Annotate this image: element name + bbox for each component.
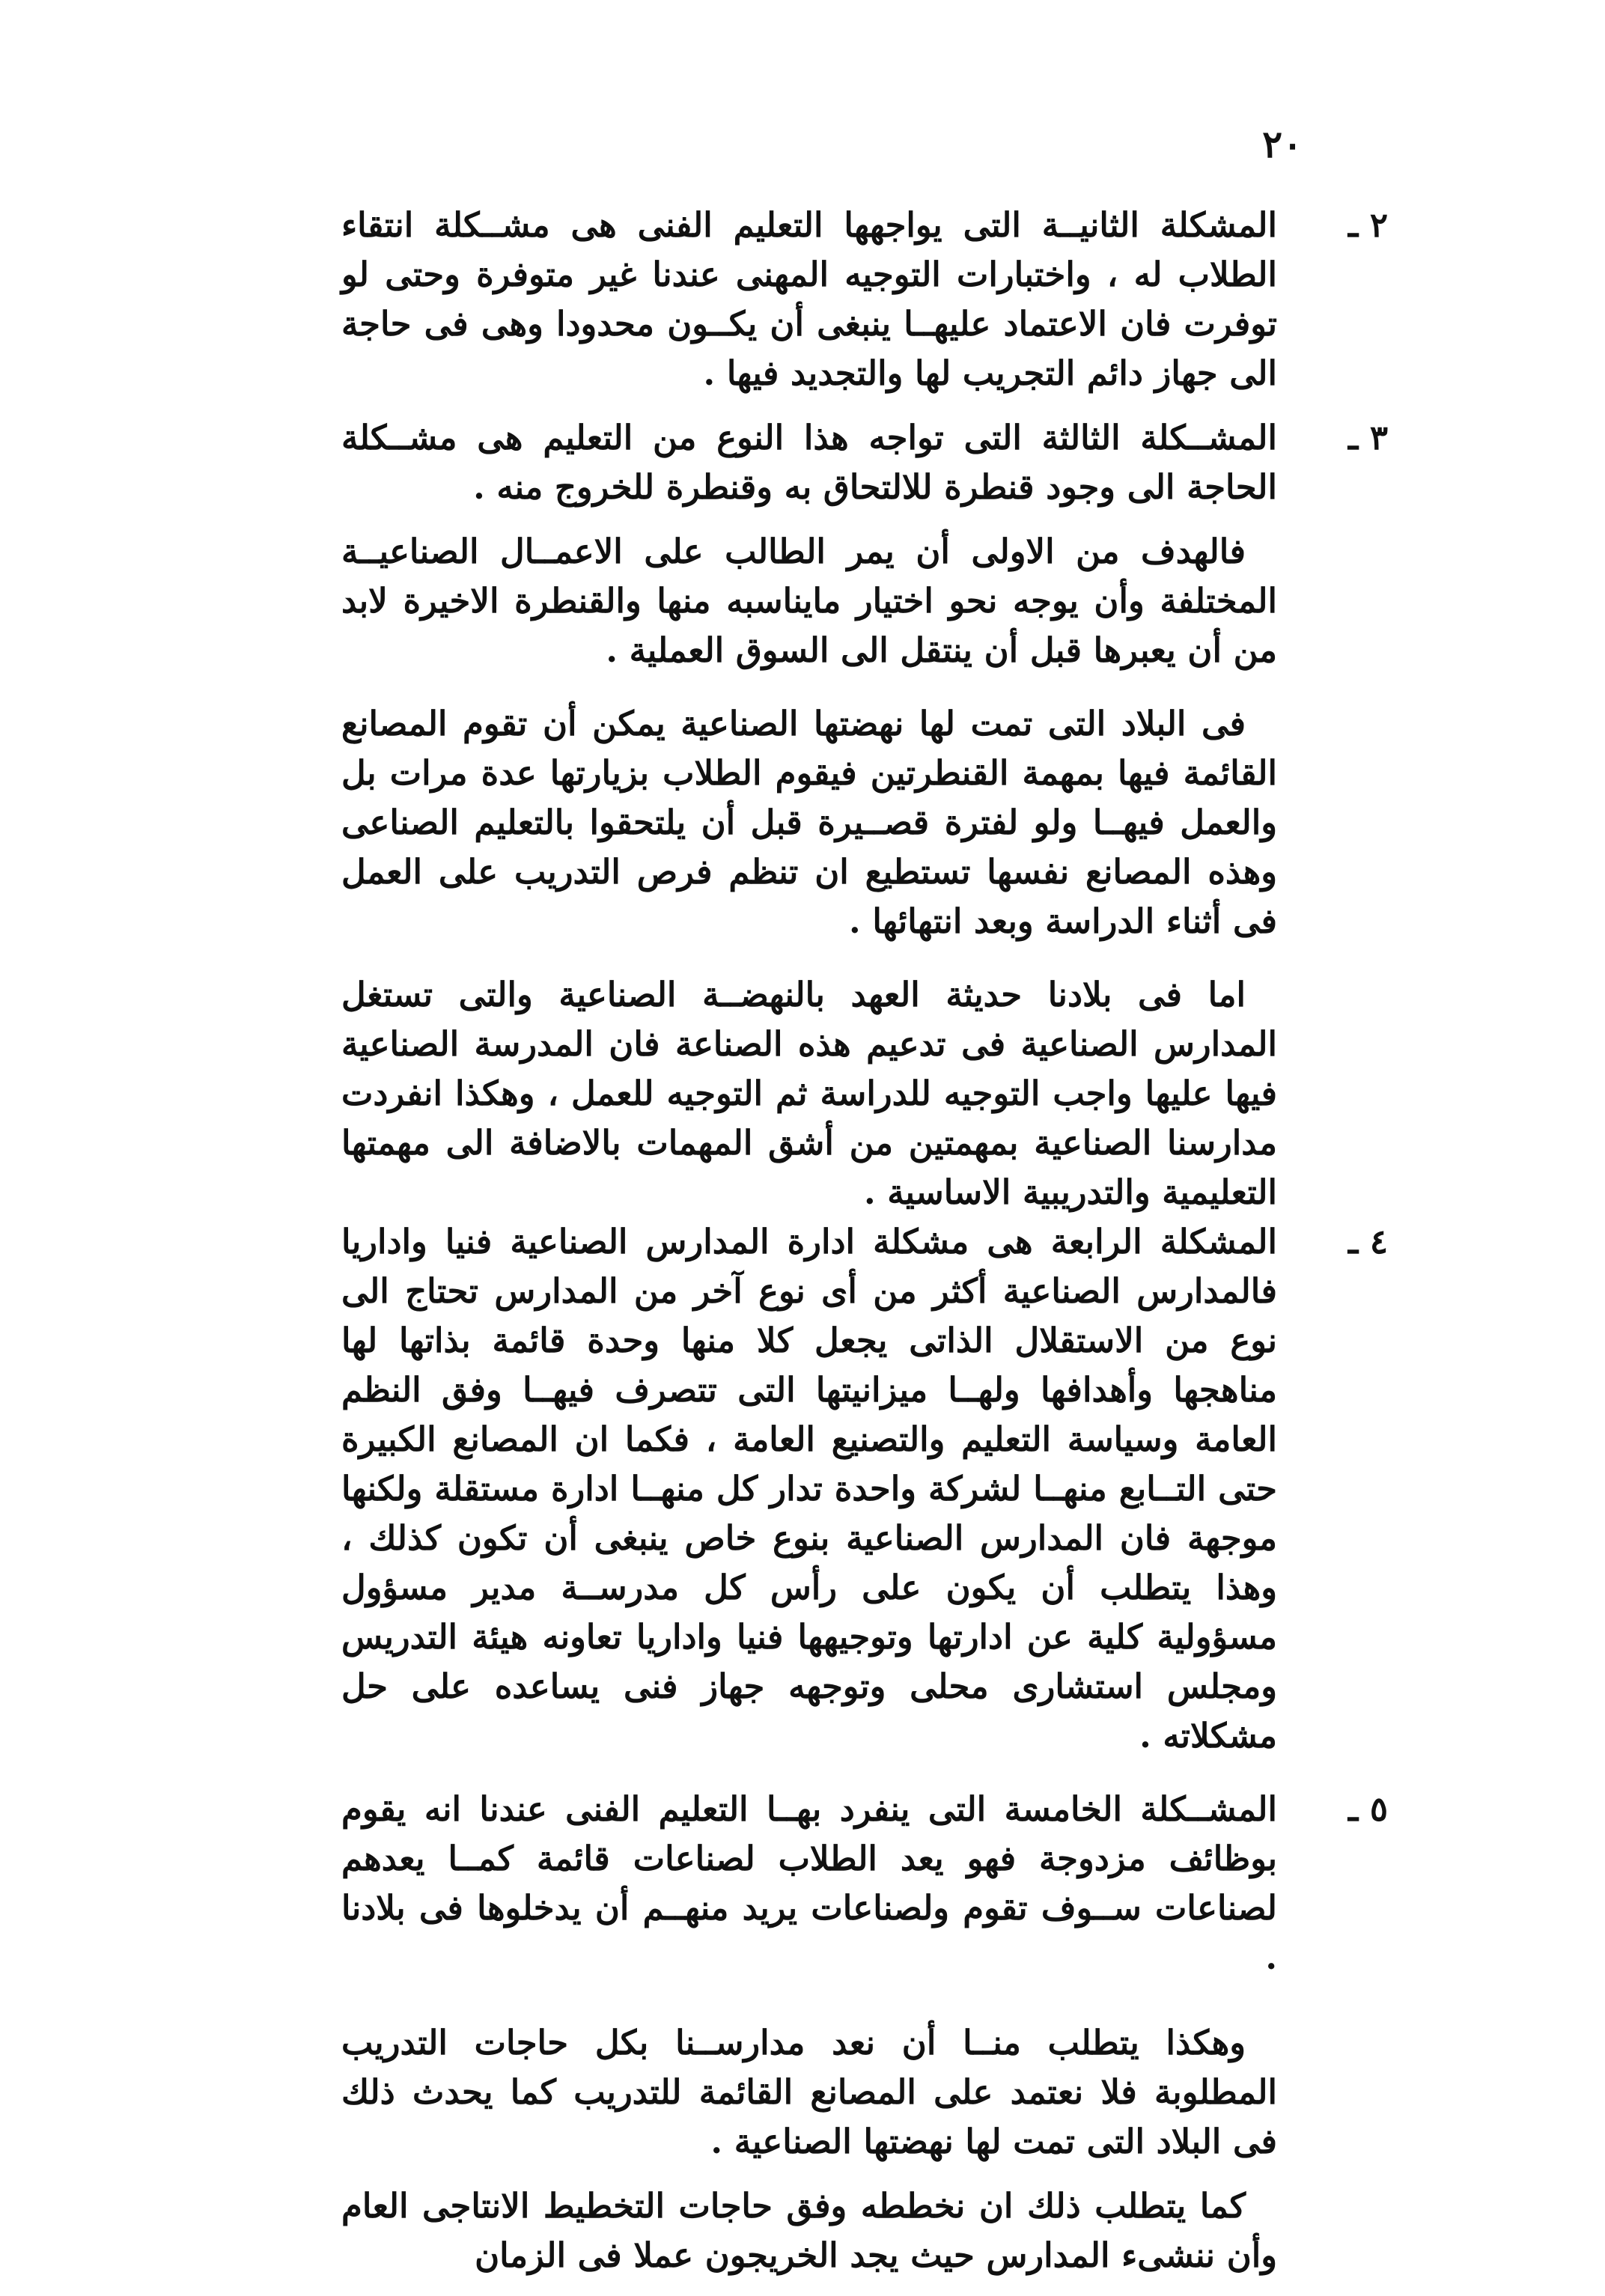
numbered-item-3	[341, 413, 1388, 512]
page-number: ٢٠	[1262, 122, 1303, 166]
paragraph: اما فى بلادنا حديثة العهد بالنهضــة الصناعية والتى تستغل المدارس الصناعية فى تدعيم هذه الصناعة فان المدرسة الصناعية فيها عليها واجب التوجيه للدراسة ثم التوجيه للعمل ، وهكذا انفردت مدارسنا الصناعية بمهمتين من أشق المهمات بالاضافة الى مهمتها التعليمية والتدريبية الاساسية .	[341, 975, 1277, 1212]
numbered-item-2	[341, 201, 1388, 398]
numbered-item-4	[341, 1217, 1388, 1761]
document-body	[341, 201, 1388, 2280]
item-number: ٤ ـ	[1347, 1222, 1388, 1261]
item-text: المشكلة الثانيــة التى يواجهها التعليم الفنى هى مشــكلة انتقاء الطلاب له ، واختبارات التوجيه المهنى عندنا غير متوفرة وحتى لو توفرت فان الاعتماد عليهــا ينبغى أن يكــون محدودا وهى فى حاجة الى جهاز دائم التجريب لها والتجديد فيها .	[341, 205, 1277, 393]
item-text: المشكلة الرابعة هى مشكلة ادارة المدارس الصناعية فنيا واداريا فالمدارس الصناعية أكثر من أى نوع آخر من المدارس تحتاج الى نوع من الاستقلال الذاتى يجعل كلا منها وحدة قائمة بذاتها لها مناهجها وأهدافها ولهــا ميزانيتها التى تتصرف فيهــا وفق النظم العامة وسياسة التعليم والتصنيع العامة ، فكما ان المصانع الكبيرة حتى التــابع منهــا لشركة واحدة تدار كل منهــا ادارة مستقلة ولكنها موجهة فان المدارس الصناعية بنوع خاص ينبغى أن تكون كذلك ، وهذا يتطلب أن يكون على رأس كل مدرســة مدير مسؤول مسؤولية كلية عن ادارتها وتوجيهها فنيا واداريا تعاونه هيئة التدريس ومجلس استشارى محلى وتوجهه جهاز فنى يساعده على حل مشكلاته .	[341, 1222, 1277, 1756]
item-text: المشــكلة الخامسة التى ينفرد بهــا التعليم الفنى عندنا انه يقوم بوظائف مزدوجة فهو يعد الطلاب لصناعات قائمة كمــا يعدهم لصناعات ســوف تقوم ولصناعات يريد منهــم أن يدخلوها فى بلادنا .	[341, 1789, 1277, 1977]
item-number: ٥ ـ	[1347, 1789, 1388, 1829]
item-text: المشــكلة الثالثة التى تواجه هذا النوع من التعليم هى مشــكلة الحاجة الى وجود قنطرة للالتحاق به وقنطرة للخروج منه .	[341, 418, 1277, 507]
paragraph: وهكذا يتطلب منــا أن نعد مدارســنا بكل حاجات التدريب المطلوبة فلا نعتمد على المصانع القائمة للتدريب كما يحدث ذلك فى البلاد التى تمت لها نهضتها الصناعية .	[341, 2023, 1277, 2161]
paragraph: فى البلاد التى تمت لها نهضتها الصناعية يمكن أن تقوم المصانع القائمة فيها بمهمة القنطرتين فيقوم الطلاب بزيارتها عدة مرات بل والعمل فيهــا ولو لفترة قصــيرة قبل أن يلتحقوا بالتعليم الصناعى وهذه المصانع نفسها تستطيع ان تنظم فرص التدريب على العمل فى أثناء الدراسة وبعد انتهائها .	[341, 704, 1277, 941]
numbered-item-5	[341, 1785, 1388, 1982]
item-number: ٣ ـ	[1347, 418, 1388, 457]
paragraph: فالهدف من الاولى أن يمر الطالب على الاعمــال الصناعيــة المختلفة وأن يوجه نحو اختيار مايناسبه منها والقنطرة الاخيرة لابد من أن يعبرها قبل أن ينتقل الى السوق العملية .	[341, 532, 1277, 670]
paragraph: كما يتطلب ذلك ان نخططه وفق حاجات التخطيط الانتاجى العام وأن ننشىء المدارس حيث يجد الخريجون عملا فى الزمان	[341, 2186, 1277, 2275]
item-number: ٢ ـ	[1347, 205, 1388, 245]
